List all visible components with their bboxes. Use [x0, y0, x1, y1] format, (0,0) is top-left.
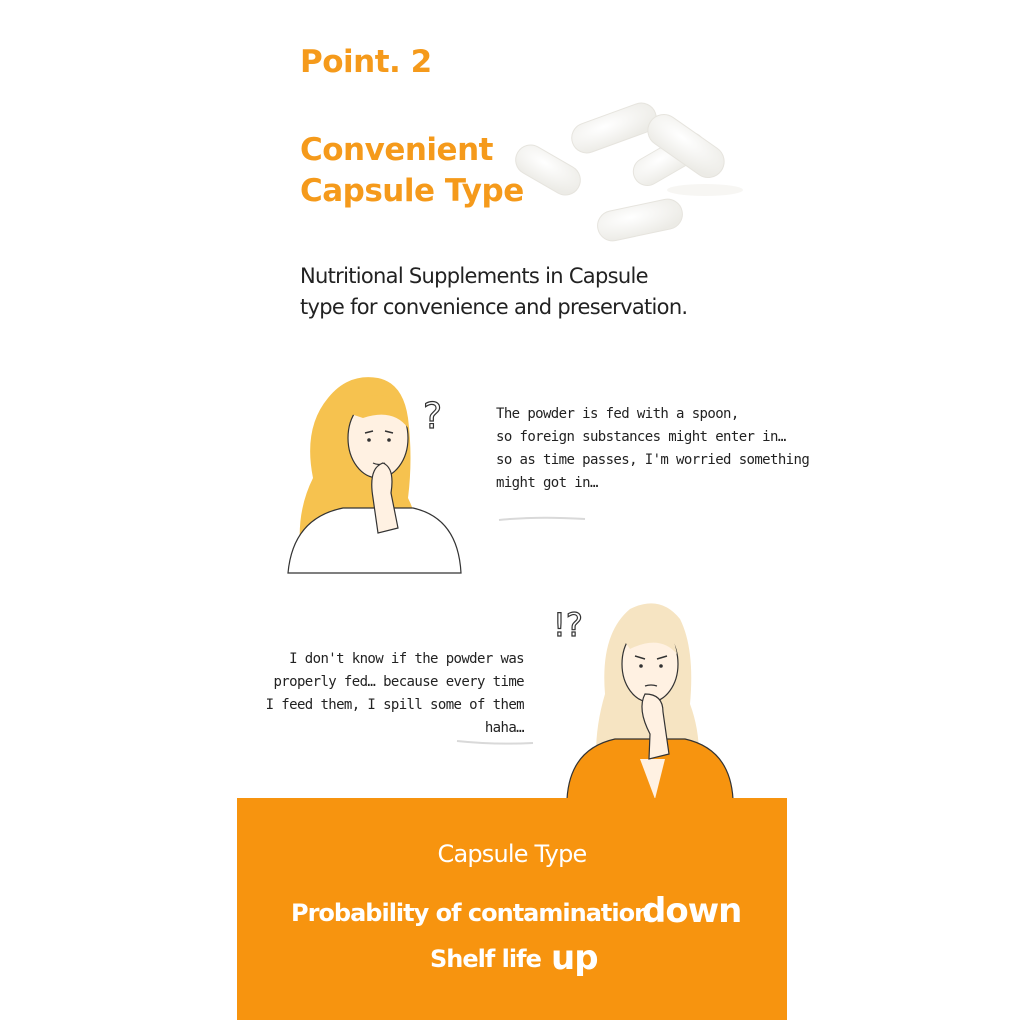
summary-banner	[237, 798, 787, 1020]
quote-2-line: I feed them, I spill some of them haha…	[265, 697, 524, 736]
quote-1-line: The powder is fed with a spoon,	[496, 406, 739, 422]
description-line-1: Nutritional Supplements in Capsule	[300, 264, 648, 288]
shelf-life-label: Shelf life	[430, 945, 541, 973]
headline-line-2: Capsule Type	[300, 173, 524, 209]
contamination-value: down	[642, 891, 742, 931]
quote-1-line: so foreign substances might enter in…	[496, 429, 786, 445]
summary-title: Capsule Type	[437, 840, 587, 868]
contamination-label: Probability of contamination	[291, 899, 651, 927]
capsules-illustration	[505, 95, 765, 275]
quote-1-line: so as time passes, I'm worried something	[496, 452, 810, 468]
underline-stroke	[455, 737, 535, 747]
headline-line-1: Convenient	[300, 132, 493, 168]
svg-text:!?: !?	[553, 606, 583, 644]
shelf-life-value: up	[551, 938, 598, 978]
quote-2-line: I don't know if the powder was	[289, 651, 524, 667]
woman-thinking-illustration	[283, 368, 473, 578]
description-line-2: type for convenience and preservation.	[300, 295, 688, 319]
quote-2-line: properly fed… because every time	[273, 674, 524, 690]
woman-confused-illustration	[545, 594, 745, 799]
quote-1-line: might got in…	[496, 475, 598, 491]
point-label: Point. 2	[300, 44, 432, 80]
svg-text:?: ?	[423, 396, 443, 437]
quote-1	[496, 403, 809, 495]
underline-stroke	[497, 514, 587, 524]
quote-2	[262, 648, 524, 740]
